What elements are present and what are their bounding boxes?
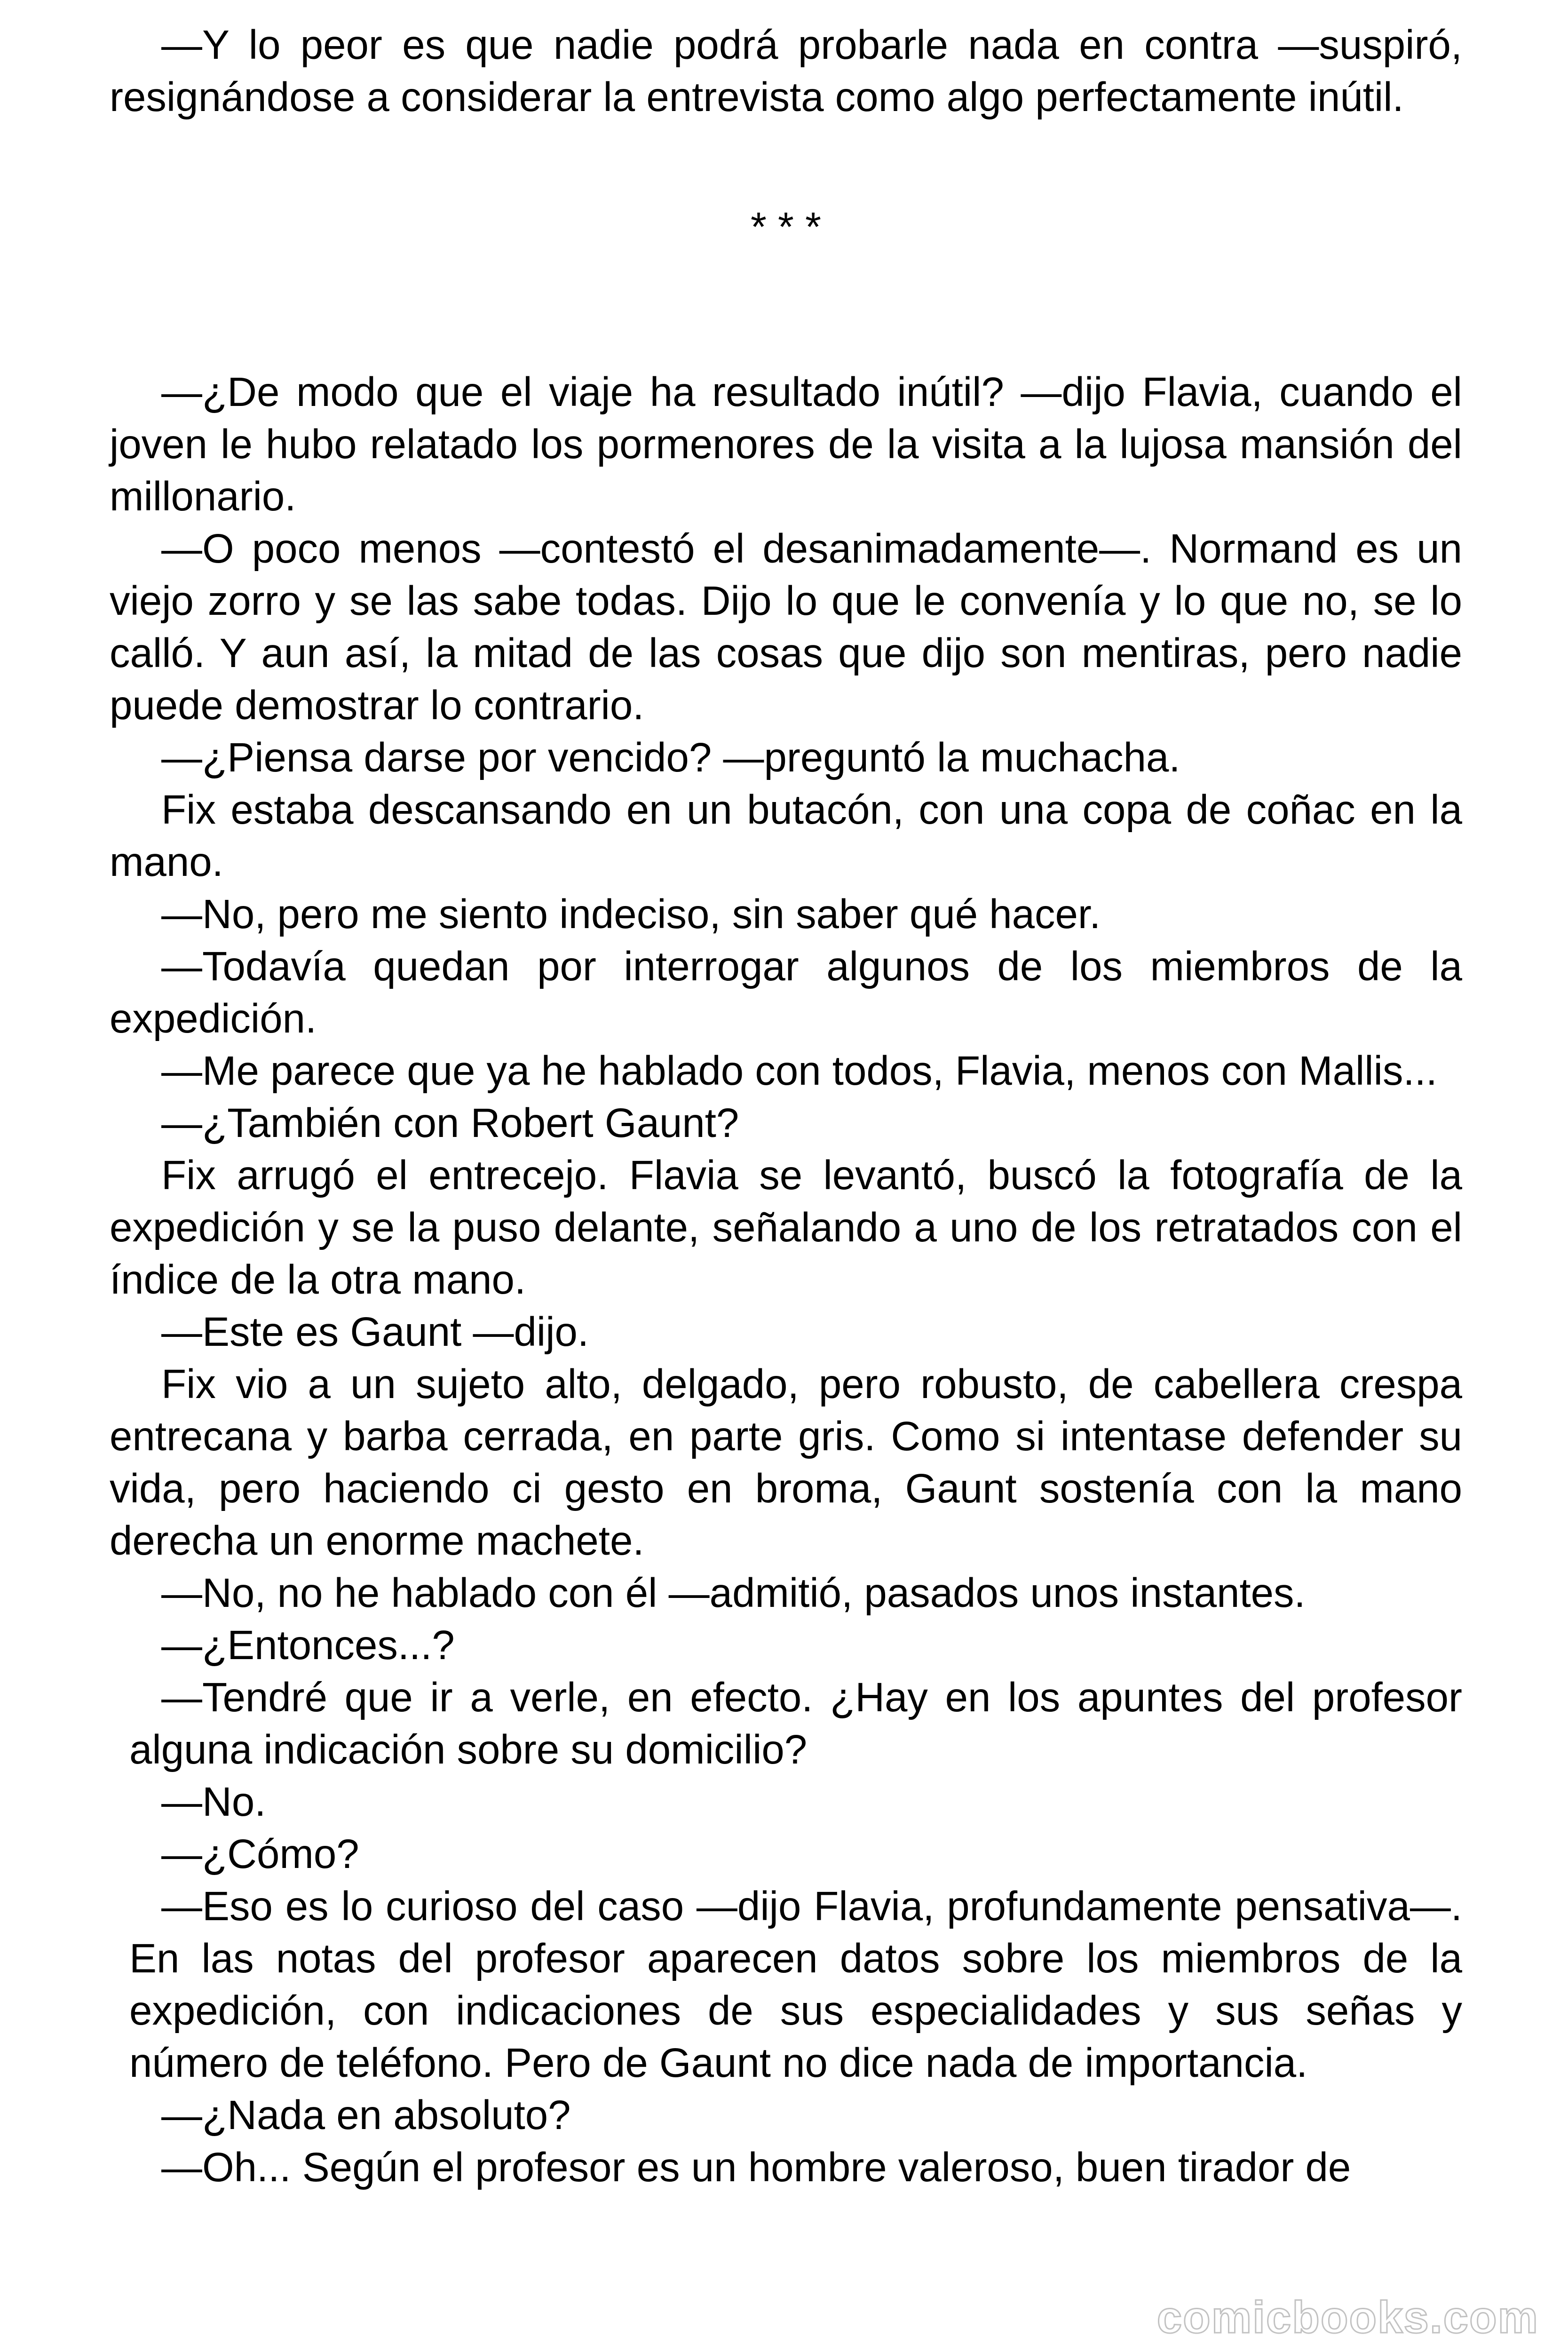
paragraph: —¿Nada en absoluto?	[161, 2092, 571, 2138]
paragraph: Fix estaba descansando en un butacón, con una copa de coñac en la mano.	[110, 787, 1462, 885]
paragraph: —No, pero me siento indeciso, sin saber qué hacer.	[161, 891, 1101, 937]
paragraph: —Todavía quedan por interrogar algunos de los miembros de la expedición.	[110, 944, 1462, 1041]
paragraph: —¿Entonces...?	[161, 1622, 455, 1668]
paragraph: —O poco menos —contestó el desanimadamente—. Normand es un viejo zorro y se las sabe todas. Dijo lo que le convenía y lo que no, se lo calló. Y aun así, la mitad de las cosas que dijo son mentiras, pero nadie puede demostrar lo contrario.	[110, 526, 1462, 728]
paragraph: —Me parece que ya he hablado con todos, Flavia, menos con Mallis...	[161, 1048, 1437, 1094]
paragraph: —¿Piensa darse por vencido? —preguntó la muchacha.	[161, 735, 1180, 780]
paragraph: Fix vio a un sujeto alto, delgado, pero robusto, de cabellera crespa entrecana y barba cerrada, en parte gris. Como si intentase defender su vida, pero haciendo ci gesto en broma, Gaunt sostenía con la mano derecha un enorme machete.	[110, 1361, 1462, 1564]
paragraph: —¿Cómo?	[161, 1831, 359, 1877]
book-page	[110, 19, 1462, 2193]
section-gap	[110, 253, 1462, 366]
paragraph: —¿De modo que el viaje ha resultado inútil? —dijo Flavia, cuando el joven le hubo relatado los pormenores de la visita a la lujosa mansión del millonario.	[110, 369, 1462, 519]
paragraph: —Y lo peor es que nadie podrá probarle nada en contra —suspiró, resignándose a considerar la entrevista como algo perfectamente inútil.	[110, 22, 1462, 120]
paragraph: —No, no he hablado con él —admitió, pasados unos instantes.	[161, 1570, 1306, 1616]
paragraph: —Tendré que ir a verle, en efecto. ¿Hay en los apuntes del profesor alguna indicación sobre su domicilio?	[129, 1675, 1462, 1772]
watermark-logo: comicbooks.com	[1156, 2292, 1539, 2343]
paragraph: —Eso es lo curioso del caso —dijo Flavia, profundamente pensativa—. En las notas del profesor aparecen datos sobre los miembros de la expedición, con indicaciones de sus especialidades y sus señas y número de teléfono. Pero de Gaunt no dice nada de importancia.	[129, 1883, 1462, 2086]
paragraph: —Este es Gaunt —dijo.	[161, 1309, 589, 1355]
paragraph: —¿También con Robert Gaunt?	[161, 1100, 739, 1146]
scene-separator: * * *	[751, 204, 821, 250]
paragraph: Fix arrugó el entrecejo. Flavia se levantó, buscó la fotografía de la expedición y se la puso delante, señalando a uno de los retratados con el índice de la otra mano.	[110, 1152, 1462, 1303]
paragraph: —No.	[161, 1779, 266, 1825]
paragraph: —Oh... Según el profesor es un hombre valeroso, buen tirador de	[161, 2145, 1351, 2190]
